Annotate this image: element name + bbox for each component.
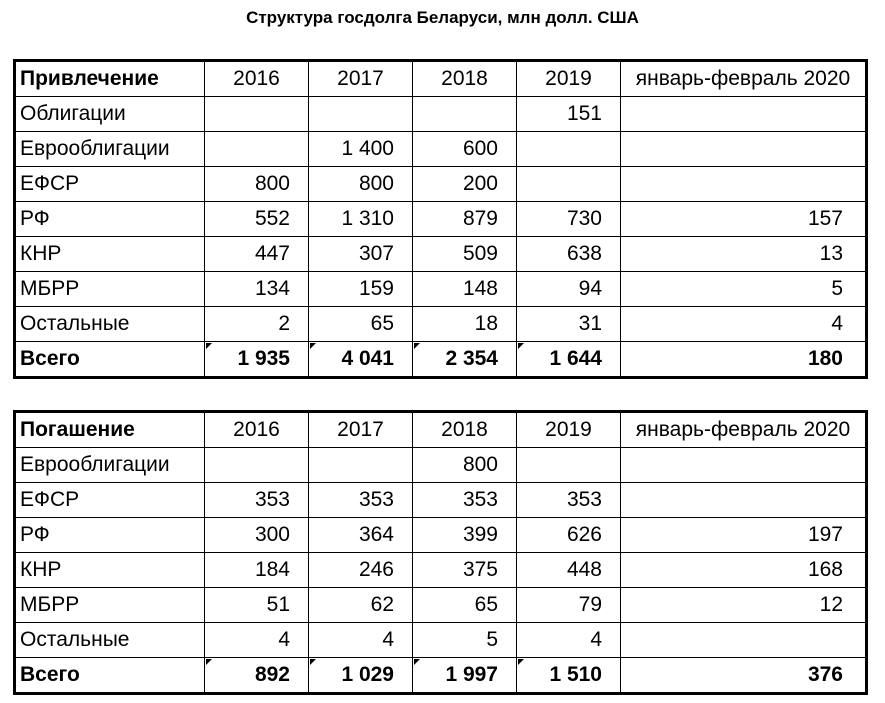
table-row: [15, 167, 867, 202]
header-row: [15, 412, 867, 448]
cell-value: 94: [517, 272, 621, 307]
borrowing-table: [13, 59, 868, 379]
cell-value: 4: [309, 623, 413, 658]
row-label: Остальные: [15, 623, 205, 658]
total-text: 1 935: [237, 347, 290, 370]
cell-value: [517, 448, 621, 483]
cell-value: 638: [517, 237, 621, 272]
cell-value: 5: [413, 623, 517, 658]
column-header: 2019: [517, 61, 621, 97]
cell-value: [309, 448, 413, 483]
cell-value: 159: [309, 272, 413, 307]
cell-value: 1 310: [309, 202, 413, 237]
page-title: Структура госдолга Беларуси, млн долл. США: [246, 8, 639, 27]
total-text: 1 644: [549, 347, 602, 370]
cell-value: 157: [621, 202, 867, 237]
cell-value: 4: [621, 307, 867, 342]
cell-value: 65: [413, 588, 517, 623]
column-header: 2017: [309, 61, 413, 97]
cell-value: 879: [413, 202, 517, 237]
cell-error-marker: [206, 343, 212, 349]
cell-error-marker: [310, 659, 316, 665]
section-header: Погашение: [15, 412, 205, 448]
cell-value: 1 400: [309, 132, 413, 167]
cell-value: 447: [205, 237, 309, 272]
cell-error-marker: [310, 343, 316, 349]
cell-value: 353: [205, 483, 309, 518]
cell-value: 134: [205, 272, 309, 307]
cell-value: 200: [413, 167, 517, 202]
header-row: [15, 61, 867, 97]
repayment-table: [13, 410, 868, 695]
total-label: [15, 342, 205, 378]
column-header: 2019: [517, 412, 621, 448]
total-value: [621, 342, 867, 378]
row-label: ЕФСР: [15, 167, 205, 202]
cell-error-marker: [414, 659, 420, 665]
total-text: 376: [807, 663, 843, 686]
row-label: РФ: [15, 518, 205, 553]
row-label: Остальные: [15, 307, 205, 342]
row-label: Еврооблигации: [15, 132, 205, 167]
table-row: [15, 448, 867, 483]
total-text: 1 029: [341, 663, 394, 686]
cell-value: [621, 448, 867, 483]
cell-value: 626: [517, 518, 621, 553]
cell-value: [621, 132, 867, 167]
total-row: [15, 342, 867, 378]
table-row: [15, 132, 867, 167]
cell-value: 151: [517, 97, 621, 132]
cell-value: 800: [413, 448, 517, 483]
cell-value: 79: [517, 588, 621, 623]
table-row: [15, 553, 867, 588]
cell-value: 353: [413, 483, 517, 518]
total-value: [309, 658, 413, 694]
table-row: [15, 237, 867, 272]
cell-value: 13: [621, 237, 867, 272]
cell-value: 168: [621, 553, 867, 588]
cell-value: 800: [205, 167, 309, 202]
cell-value: 4: [517, 623, 621, 658]
row-label: Облигации: [15, 97, 205, 132]
table-row: [15, 623, 867, 658]
row-label: МБРР: [15, 272, 205, 307]
section-header: Привлечение: [15, 61, 205, 97]
total-text: 4 041: [341, 347, 394, 370]
cell-value: 5: [621, 272, 867, 307]
cell-error-marker: [206, 659, 212, 665]
column-header: 2017: [309, 412, 413, 448]
cell-value: 353: [517, 483, 621, 518]
total-value: [621, 658, 867, 694]
cell-value: 65: [309, 307, 413, 342]
column-header: 2016: [205, 412, 309, 448]
total-value: [205, 658, 309, 694]
total-text: 2 354: [445, 347, 498, 370]
cell-value: 246: [309, 553, 413, 588]
row-label: МБРР: [15, 588, 205, 623]
row-label: РФ: [15, 202, 205, 237]
total-value: [517, 658, 621, 694]
cell-value: 184: [205, 553, 309, 588]
cell-value: 509: [413, 237, 517, 272]
cell-error-marker: [518, 343, 524, 349]
cell-value: 148: [413, 272, 517, 307]
table-row: [15, 97, 867, 132]
cell-value: [621, 623, 867, 658]
cell-value: 197: [621, 518, 867, 553]
column-header: 2016: [205, 61, 309, 97]
cell-value: 353: [309, 483, 413, 518]
cell-value: 448: [517, 553, 621, 588]
cell-value: 600: [413, 132, 517, 167]
cell-value: 307: [309, 237, 413, 272]
cell-value: 364: [309, 518, 413, 553]
total-label: [15, 658, 205, 694]
cell-value: 552: [205, 202, 309, 237]
row-label: Еврооблигации: [15, 448, 205, 483]
cell-value: [517, 167, 621, 202]
cell-error-marker: [518, 659, 524, 665]
table-row: [15, 272, 867, 307]
cell-value: 12: [621, 588, 867, 623]
cell-value: 18: [413, 307, 517, 342]
total-text: 180: [807, 347, 843, 370]
cell-value: 62: [309, 588, 413, 623]
table-row: [15, 307, 867, 342]
column-header: 2018: [413, 412, 517, 448]
total-value: [205, 342, 309, 378]
table-row: [15, 483, 867, 518]
cell-error-marker: [414, 343, 420, 349]
total-text: 892: [254, 663, 290, 686]
column-header: январь-февраль 2020: [621, 61, 867, 97]
cell-value: [621, 483, 867, 518]
column-header: январь-февраль 2020: [621, 412, 867, 448]
total-text: 1 510: [549, 663, 602, 686]
cell-value: [621, 97, 867, 132]
cell-value: 800: [309, 167, 413, 202]
row-label: ЕФСР: [15, 483, 205, 518]
cell-value: 31: [517, 307, 621, 342]
cell-value: [413, 97, 517, 132]
column-header: 2018: [413, 61, 517, 97]
table-row: [15, 202, 867, 237]
table-row: [15, 518, 867, 553]
total-value: [413, 658, 517, 694]
cell-value: [621, 167, 867, 202]
cell-value: 399: [413, 518, 517, 553]
row-label: КНР: [15, 237, 205, 272]
total-value: [413, 342, 517, 378]
cell-value: [205, 132, 309, 167]
cell-value: [205, 448, 309, 483]
total-text: Всего: [20, 663, 80, 686]
total-row: [15, 658, 867, 694]
total-value: [517, 342, 621, 378]
cell-value: 375: [413, 553, 517, 588]
total-text: 1 997: [445, 663, 498, 686]
cell-value: [205, 97, 309, 132]
total-value: [309, 342, 413, 378]
cell-value: 4: [205, 623, 309, 658]
total-text: Всего: [20, 347, 80, 370]
cell-value: 730: [517, 202, 621, 237]
cell-value: [309, 97, 413, 132]
row-label: КНР: [15, 553, 205, 588]
cell-value: 300: [205, 518, 309, 553]
cell-value: 2: [205, 307, 309, 342]
cell-value: [517, 132, 621, 167]
cell-value: 51: [205, 588, 309, 623]
table-row: [15, 588, 867, 623]
